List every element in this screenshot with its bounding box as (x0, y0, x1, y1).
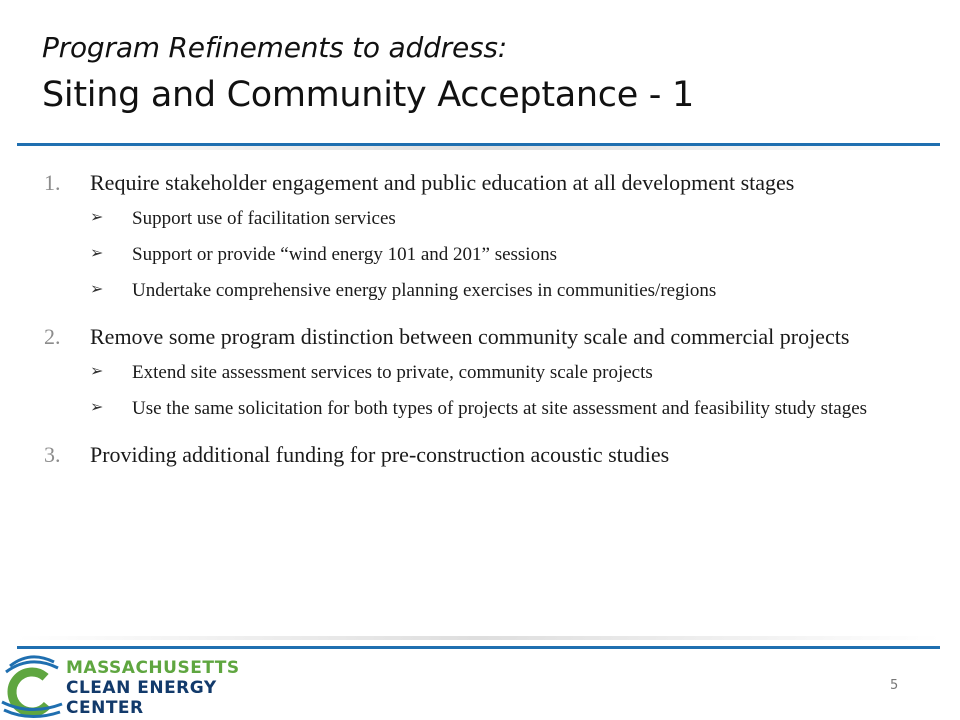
slide-title (42, 30, 922, 118)
list-item-1 (44, 168, 934, 314)
top-rule-shadow (17, 146, 940, 150)
sub-item (90, 396, 934, 422)
arrow-bullet-icon: ➢ (90, 363, 104, 380)
item-text: Providing additional funding for pre-construction acoustic studies (90, 442, 670, 467)
item-number: 3. (44, 442, 61, 467)
list-item-3 (44, 440, 934, 470)
arrow-bullet-icon: ➢ (90, 245, 104, 262)
arrow-bullet-icon: ➢ (90, 209, 104, 226)
logo-wordmark (66, 658, 240, 718)
sub-item-text: Support use of facilitation services (132, 208, 396, 229)
page-number: 5 (890, 678, 899, 693)
sub-item-text: Support or provide “wind energy 101 and 201” sessions (132, 244, 557, 265)
sub-item-text: Undertake comprehensive energy planning exercises in communities/regions (132, 280, 717, 301)
item-text: Require stakeholder engagement and public education at all development stages (90, 170, 795, 195)
sub-list (90, 360, 934, 422)
top-divider (17, 143, 940, 146)
item-number: 1. (44, 170, 61, 195)
sub-item-text: Use the same solicitation for both types of projects at site assessment and feasibility study stages (132, 398, 868, 419)
bottom-rule-shadow (17, 636, 940, 640)
logo-line-center: CENTER (66, 698, 144, 718)
masscec-logo (0, 652, 240, 720)
list-item-2 (44, 322, 934, 432)
slide-content (44, 168, 934, 478)
slide-heading: Siting and Community Acceptance - 1 (42, 75, 694, 115)
sub-list (90, 206, 934, 304)
bottom-divider (17, 646, 940, 649)
sub-item (90, 278, 934, 304)
sub-item (90, 360, 934, 386)
arrow-bullet-icon: ➢ (90, 399, 104, 416)
sub-item (90, 242, 934, 268)
arrow-bullet-icon: ➢ (90, 281, 104, 298)
item-text: Remove some program distinction between community scale and commercial projects (90, 324, 850, 349)
sub-item-text: Extend site assessment services to private, community scale projects (132, 362, 653, 383)
wind-c-logo-icon (0, 652, 64, 720)
sub-item (90, 206, 934, 232)
slide-subtitle: Program Refinements to address: (42, 31, 508, 64)
item-number: 2. (44, 324, 61, 349)
logo-line-massachusetts: MASSACHUSETTS (66, 658, 240, 678)
logo-line-clean-energy: CLEAN ENERGY (66, 678, 217, 698)
